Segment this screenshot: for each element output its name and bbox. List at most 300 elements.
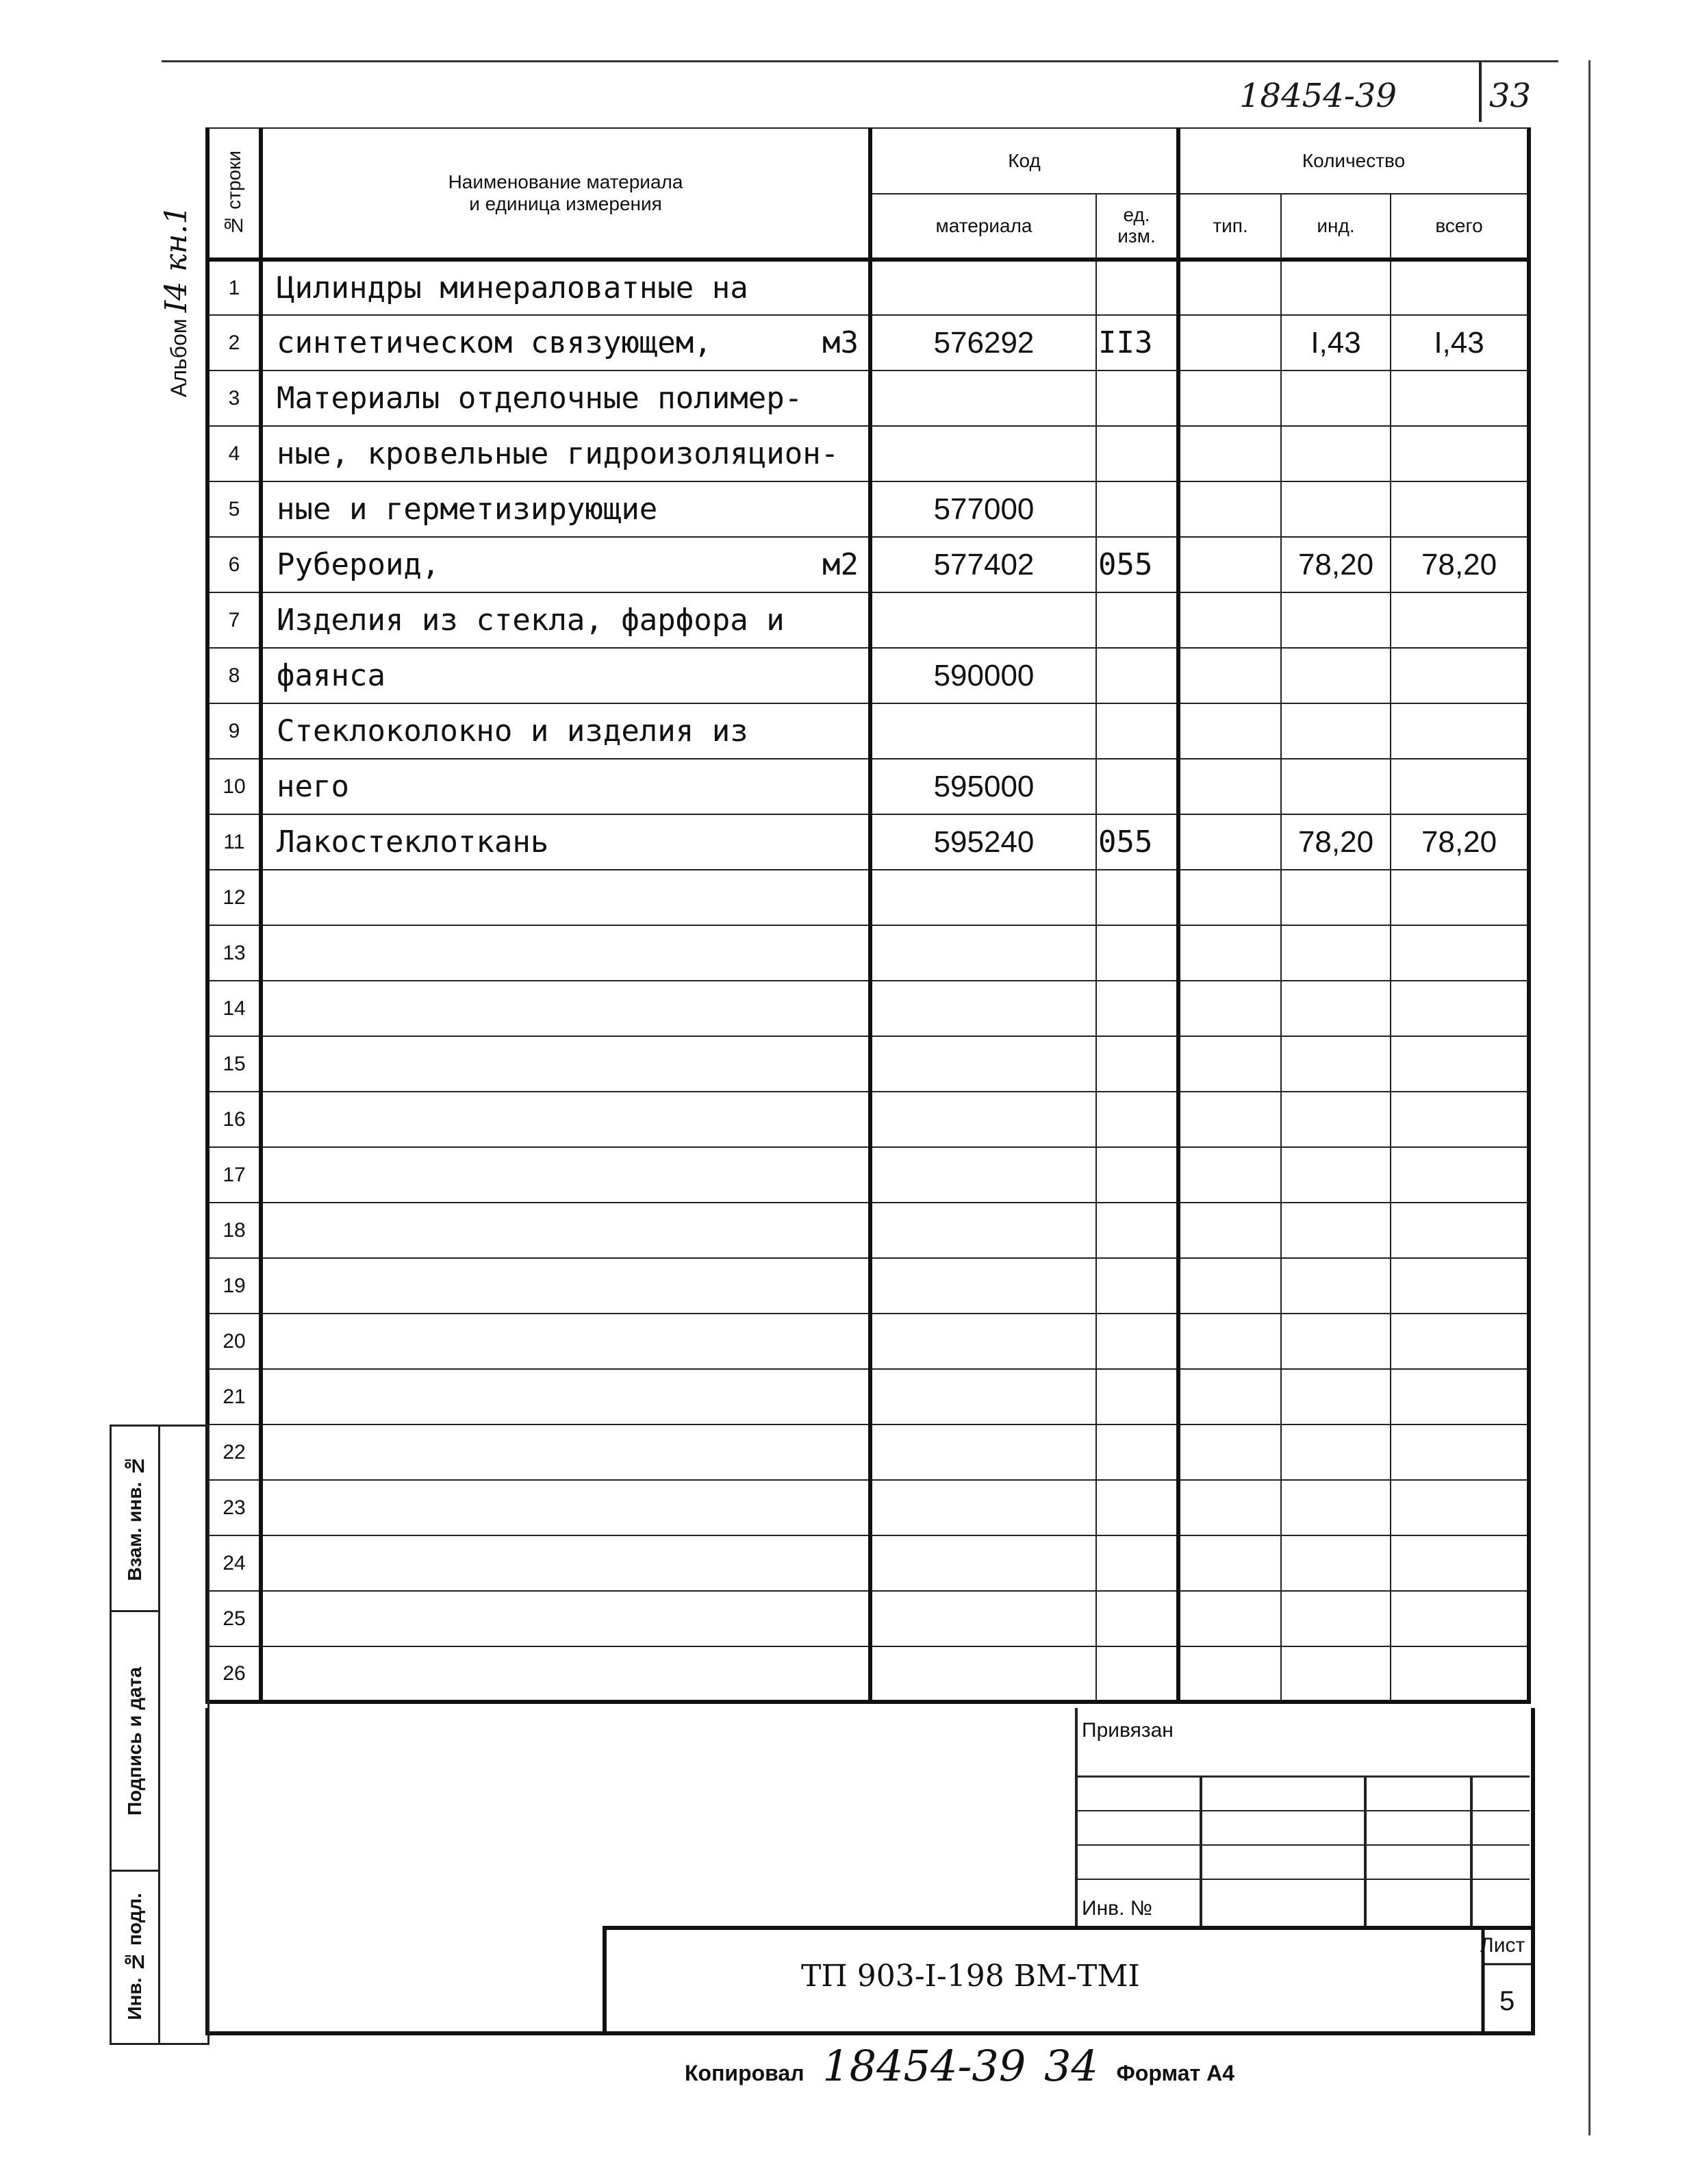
row-material-code (870, 1535, 1096, 1591)
row-unit-code (1096, 1147, 1178, 1203)
header-qty-ind-text: инд. (1317, 215, 1355, 236)
materials-table (205, 127, 1531, 1704)
row-name (261, 1535, 870, 1591)
row-qty-total (1391, 371, 1529, 426)
row-unit-text: м2 (822, 547, 859, 582)
bound-label: Привязан (1082, 1719, 1174, 1742)
row-name (261, 537, 870, 592)
table-row (207, 1646, 1529, 1702)
row-unit-code (1096, 481, 1178, 537)
row-qty-typ (1178, 371, 1281, 426)
row-qty-total-text: I,43 (1434, 325, 1484, 360)
row-qty-total (1391, 648, 1529, 703)
row-unit-code (1096, 870, 1178, 925)
row-unit-code (1096, 1369, 1178, 1424)
table-row (207, 759, 1529, 814)
table-row (207, 315, 1529, 371)
stamp-divider (158, 1427, 160, 2043)
row-material-code (870, 703, 1096, 759)
row-number-text: 2 (228, 331, 240, 354)
row-unit-code (1096, 371, 1178, 426)
row-qty-ind (1281, 1036, 1391, 1092)
row-number (207, 1535, 261, 1591)
row-name (261, 1147, 870, 1203)
row-qty-total (1391, 814, 1529, 870)
row-material-code (870, 1591, 1096, 1646)
row-name (261, 981, 870, 1036)
row-number (207, 870, 261, 925)
row-qty-total (1391, 260, 1529, 315)
row-unit-code (1096, 1480, 1178, 1535)
row-material-code (870, 1480, 1096, 1535)
stamp-inv-podl-text: Инв. № подл. (124, 1892, 145, 2020)
row-qty-typ (1178, 481, 1281, 537)
row-material-code (870, 1314, 1096, 1369)
row-qty-typ (1178, 426, 1281, 481)
row-qty-ind (1281, 1646, 1391, 1702)
row-number-text: 12 (223, 886, 246, 909)
table-row (207, 592, 1529, 648)
row-qty-total (1391, 703, 1529, 759)
footer (685, 2041, 1234, 2091)
format-label: Формат А4 (1116, 2061, 1235, 2085)
row-name (261, 1203, 870, 1258)
row-qty-total-text: 78,20 (1421, 825, 1497, 859)
row-qty-ind (1281, 814, 1391, 870)
table-row (207, 1147, 1529, 1203)
row-number (207, 1646, 261, 1702)
row-name-text: ные, кровельные гидроизоляцион- (277, 436, 839, 471)
doc-code: ТП 903-I-198 ВМ-ТМI (801, 1959, 1140, 1994)
table-row (207, 371, 1529, 426)
row-name (261, 759, 870, 814)
row-unit-code (1096, 814, 1178, 870)
row-unit-code (1096, 1314, 1178, 1369)
table-row (207, 814, 1529, 870)
header-qty-typ (1178, 194, 1281, 260)
row-number-text: 6 (228, 553, 240, 576)
row-qty-typ (1178, 537, 1281, 592)
row-qty-total-text: 78,20 (1421, 547, 1497, 581)
row-qty-typ (1178, 925, 1281, 981)
row-name (261, 1092, 870, 1147)
row-qty-ind (1281, 759, 1391, 814)
row-qty-total (1391, 1147, 1529, 1203)
copied-label: Копировал (685, 2061, 804, 2085)
row-number (207, 1314, 261, 1369)
row-qty-typ (1178, 1646, 1281, 1702)
row-number-text: 9 (228, 719, 240, 742)
header-qty-total (1391, 194, 1529, 260)
row-name-text: Рубероид, (277, 547, 440, 582)
header-quantity (1178, 128, 1529, 194)
row-unit-code (1096, 703, 1178, 759)
row-qty-typ (1178, 648, 1281, 703)
row-number (207, 1147, 261, 1203)
row-material-code-text: 576292 (933, 325, 1035, 360)
row-unit-code (1096, 1258, 1178, 1314)
row-qty-total (1391, 1092, 1529, 1147)
row-qty-ind (1281, 426, 1391, 481)
row-number (207, 1258, 261, 1314)
row-qty-total (1391, 1258, 1529, 1314)
row-number-text: 20 (223, 1329, 246, 1353)
stamp-podpis-text: Подпись и дата (124, 1666, 145, 1816)
row-number (207, 1369, 261, 1424)
row-qty-total (1391, 1314, 1529, 1369)
header-qty-total-text: всего (1435, 215, 1483, 236)
header-row-no-text: № строки (223, 150, 244, 236)
row-material-code (870, 537, 1096, 592)
row-name (261, 1036, 870, 1092)
doc-number-handwritten: 18454-39 (1239, 77, 1397, 115)
table-row (207, 648, 1529, 703)
top-border-line (162, 60, 1558, 62)
row-number-text: 3 (228, 386, 240, 410)
row-material-code (870, 870, 1096, 925)
sheet-label: Лист (1480, 1934, 1525, 1957)
row-number-text: 5 (228, 497, 240, 520)
row-name-text: ные и герметизирующие (277, 492, 658, 527)
row-number-text: 23 (223, 1496, 246, 1519)
row-unit-code (1096, 592, 1178, 648)
row-number (207, 315, 261, 371)
row-name (261, 315, 870, 371)
row-name-text: Материалы отделочные полимер- (277, 381, 803, 416)
row-unit-code (1096, 759, 1178, 814)
row-material-code (870, 1147, 1096, 1203)
row-name (261, 1258, 870, 1314)
row-number (207, 1203, 261, 1258)
row-material-code (870, 1369, 1096, 1424)
stamp-vzam (112, 1427, 158, 1612)
row-unit-code (1096, 260, 1178, 315)
row-name-text: Стеклоколокно и изделия из (277, 714, 748, 749)
row-name (261, 1591, 870, 1646)
row-number (207, 1092, 261, 1147)
row-material-code-text: 595000 (933, 769, 1035, 803)
row-qty-ind (1281, 260, 1391, 315)
row-number-text: 18 (223, 1218, 246, 1242)
row-qty-ind (1281, 1480, 1391, 1535)
table-row (207, 481, 1529, 537)
row-name (261, 814, 870, 870)
row-qty-ind (1281, 1147, 1391, 1203)
row-qty-total (1391, 981, 1529, 1036)
row-unit-code-text: 055 (1098, 547, 1153, 582)
row-qty-typ (1178, 759, 1281, 814)
row-name-text: Цилиндры минераловатные на (277, 271, 748, 305)
row-qty-typ (1178, 703, 1281, 759)
header-code-unit (1096, 194, 1178, 260)
row-number-text: 19 (223, 1274, 246, 1297)
table-row (207, 1369, 1529, 1424)
row-material-code (870, 315, 1096, 371)
row-qty-ind (1281, 1092, 1391, 1147)
row-number-text: 7 (228, 608, 240, 631)
row-qty-ind (1281, 703, 1391, 759)
row-qty-ind (1281, 1535, 1391, 1591)
row-material-code (870, 648, 1096, 703)
row-number (207, 981, 261, 1036)
row-material-code (870, 592, 1096, 648)
row-qty-total (1391, 426, 1529, 481)
row-name (261, 592, 870, 648)
row-qty-ind (1281, 870, 1391, 925)
header-qty-typ-text: тип. (1213, 215, 1248, 236)
table-row (207, 1424, 1529, 1480)
header-code-unit-text: ед. изм. (1117, 204, 1156, 247)
row-name-text: него (277, 769, 349, 804)
row-qty-total (1391, 315, 1529, 371)
table-row (207, 1258, 1529, 1314)
materials-table-body (207, 260, 1529, 1702)
row-name (261, 703, 870, 759)
table-row (207, 981, 1529, 1036)
header-code-material (870, 194, 1096, 260)
row-name (261, 870, 870, 925)
copied-number-handwritten: 18454-39 (822, 2041, 1026, 2091)
sheet-value: 5 (1499, 1986, 1515, 2016)
row-number-text: 16 (223, 1107, 246, 1131)
row-name (261, 1646, 870, 1702)
row-name (261, 260, 870, 315)
row-qty-total (1391, 481, 1529, 537)
row-qty-total (1391, 870, 1529, 925)
row-number-text: 1 (228, 276, 240, 299)
row-unit-code (1096, 537, 1178, 592)
row-qty-total (1391, 1535, 1529, 1591)
row-qty-typ (1178, 814, 1281, 870)
row-unit-code-text: II3 (1098, 325, 1153, 360)
row-number (207, 1591, 261, 1646)
row-number (207, 703, 261, 759)
row-unit-code (1096, 1591, 1178, 1646)
row-material-code (870, 426, 1096, 481)
table-row (207, 1036, 1529, 1092)
row-qty-typ (1178, 1591, 1281, 1646)
row-name (261, 426, 870, 481)
album-label (159, 137, 200, 397)
row-qty-total (1391, 1480, 1529, 1535)
header-code (870, 128, 1178, 194)
row-unit-code (1096, 925, 1178, 981)
row-qty-typ (1178, 592, 1281, 648)
stamp-inv-podl (112, 1872, 158, 2041)
row-qty-typ (1178, 1092, 1281, 1147)
row-name (261, 371, 870, 426)
row-material-code (870, 1258, 1096, 1314)
row-number-text: 15 (223, 1052, 246, 1075)
row-material-code-text: 595240 (933, 825, 1035, 859)
left-stamp (110, 1424, 210, 2045)
row-name-text: синтетическом связующем, (277, 325, 712, 360)
table-row (207, 703, 1529, 759)
row-number-text: 8 (228, 664, 240, 687)
row-qty-total (1391, 1369, 1529, 1424)
row-number (207, 481, 261, 537)
row-qty-total (1391, 1203, 1529, 1258)
stamp-podpis (112, 1612, 158, 1872)
row-qty-total (1391, 1036, 1529, 1092)
row-qty-total (1391, 537, 1529, 592)
table-row (207, 1480, 1529, 1535)
header-row-no (207, 128, 261, 260)
row-qty-ind (1281, 1424, 1391, 1480)
row-qty-ind (1281, 537, 1391, 592)
row-material-code (870, 1036, 1096, 1092)
row-unit-code (1096, 1036, 1178, 1092)
right-edge-line (1588, 60, 1591, 2135)
album-label-text: Альбом (166, 318, 191, 397)
album-value-handwritten: I4 кн.1 (159, 205, 194, 313)
row-unit-code (1096, 1203, 1178, 1258)
row-number (207, 371, 261, 426)
row-number-text: 22 (223, 1440, 246, 1464)
row-unit-code (1096, 1424, 1178, 1480)
row-number (207, 1036, 261, 1092)
row-unit-code (1096, 981, 1178, 1036)
row-qty-ind (1281, 592, 1391, 648)
table-row (207, 1092, 1529, 1147)
header-name-text: Наименование материала и единица измерения (448, 171, 683, 214)
row-material-code (870, 1646, 1096, 1702)
row-material-code (870, 260, 1096, 315)
row-number (207, 592, 261, 648)
table-row (207, 1203, 1529, 1258)
inv-label: Инв. № (1082, 1897, 1152, 1920)
row-name-text: Лакостеклоткань (277, 825, 549, 859)
row-material-code (870, 1203, 1096, 1258)
row-number-text: 25 (223, 1607, 246, 1630)
row-number-text: 24 (223, 1551, 246, 1574)
row-qty-ind (1281, 1591, 1391, 1646)
row-material-code (870, 814, 1096, 870)
row-qty-total (1391, 1591, 1529, 1646)
row-name (261, 648, 870, 703)
row-number-text: 13 (223, 941, 246, 964)
table-row (207, 925, 1529, 981)
row-qty-ind (1281, 371, 1391, 426)
row-number-text: 11 (223, 830, 245, 853)
row-qty-typ (1178, 1036, 1281, 1092)
row-qty-ind (1281, 925, 1391, 981)
row-name (261, 1314, 870, 1369)
row-qty-total (1391, 759, 1529, 814)
row-qty-ind (1281, 1369, 1391, 1424)
row-qty-typ (1178, 1203, 1281, 1258)
row-material-code (870, 1424, 1096, 1480)
row-material-code (870, 759, 1096, 814)
header-code-material-text: материала (935, 215, 1032, 236)
row-number-text: 10 (223, 775, 246, 798)
row-qty-typ (1178, 1535, 1281, 1591)
row-qty-typ (1178, 1369, 1281, 1424)
row-number (207, 648, 261, 703)
row-number (207, 1424, 261, 1480)
row-qty-total (1391, 1646, 1529, 1702)
row-number-text: 14 (223, 996, 246, 1020)
row-name-text: Изделия из стекла, фарфора и (277, 603, 785, 638)
row-qty-ind-text: I,43 (1310, 325, 1361, 360)
row-name (261, 1424, 870, 1480)
page-number-handwritten: 34 (1043, 2041, 1098, 2091)
table-row (207, 260, 1529, 315)
row-material-code (870, 925, 1096, 981)
row-name (261, 481, 870, 537)
row-qty-total (1391, 592, 1529, 648)
row-qty-ind-text: 78,20 (1297, 547, 1374, 581)
row-unit-code (1096, 1092, 1178, 1147)
table-row (207, 537, 1529, 592)
row-qty-total (1391, 1424, 1529, 1480)
table-row (207, 870, 1529, 925)
row-material-code-text: 577402 (933, 547, 1035, 581)
header-name (261, 128, 870, 260)
row-name (261, 925, 870, 981)
row-qty-typ (1178, 870, 1281, 925)
row-number-text: 26 (223, 1661, 246, 1685)
row-unit-code-text: 055 (1098, 825, 1153, 859)
row-qty-typ (1178, 1147, 1281, 1203)
row-name-text: фаянса (277, 658, 385, 693)
table-row (207, 1535, 1529, 1591)
row-unit-text: м3 (822, 325, 859, 360)
row-unit-code (1096, 648, 1178, 703)
row-material-code (870, 371, 1096, 426)
row-qty-ind (1281, 1258, 1391, 1314)
row-unit-code (1096, 1535, 1178, 1591)
row-number (207, 1480, 261, 1535)
table-row (207, 1314, 1529, 1369)
row-number-text: 21 (223, 1385, 246, 1408)
header-code-text: Код (1008, 150, 1041, 171)
row-number-text: 4 (228, 442, 240, 465)
row-material-code (870, 1092, 1096, 1147)
row-qty-ind (1281, 648, 1391, 703)
row-name (261, 1369, 870, 1424)
row-unit-code (1096, 426, 1178, 481)
row-qty-ind (1281, 1203, 1391, 1258)
header-quantity-text: Количество (1302, 150, 1406, 171)
row-unit-code (1096, 315, 1178, 371)
row-qty-typ (1178, 315, 1281, 371)
stamp-vzam-text: Взам. инв. № (124, 1455, 145, 1581)
row-qty-ind (1281, 315, 1391, 371)
row-material-code-text: 577000 (933, 492, 1035, 526)
row-material-code (870, 481, 1096, 537)
row-qty-ind (1281, 481, 1391, 537)
row-number (207, 260, 261, 315)
row-qty-typ (1178, 1480, 1281, 1535)
table-row (207, 426, 1529, 481)
row-name (261, 1480, 870, 1535)
row-qty-typ (1178, 981, 1281, 1036)
row-number (207, 925, 261, 981)
row-qty-typ (1178, 1424, 1281, 1480)
row-unit-code (1096, 1646, 1178, 1702)
row-qty-typ (1178, 1314, 1281, 1369)
row-material-code (870, 981, 1096, 1036)
row-qty-ind-text: 78,20 (1297, 825, 1374, 859)
row-material-code-text: 590000 (933, 658, 1035, 692)
header-qty-ind (1281, 194, 1391, 260)
row-qty-typ (1178, 1258, 1281, 1314)
row-number (207, 759, 261, 814)
row-qty-typ (1178, 260, 1281, 315)
row-number (207, 814, 261, 870)
sheet-number-handwritten: 33 (1489, 77, 1532, 115)
